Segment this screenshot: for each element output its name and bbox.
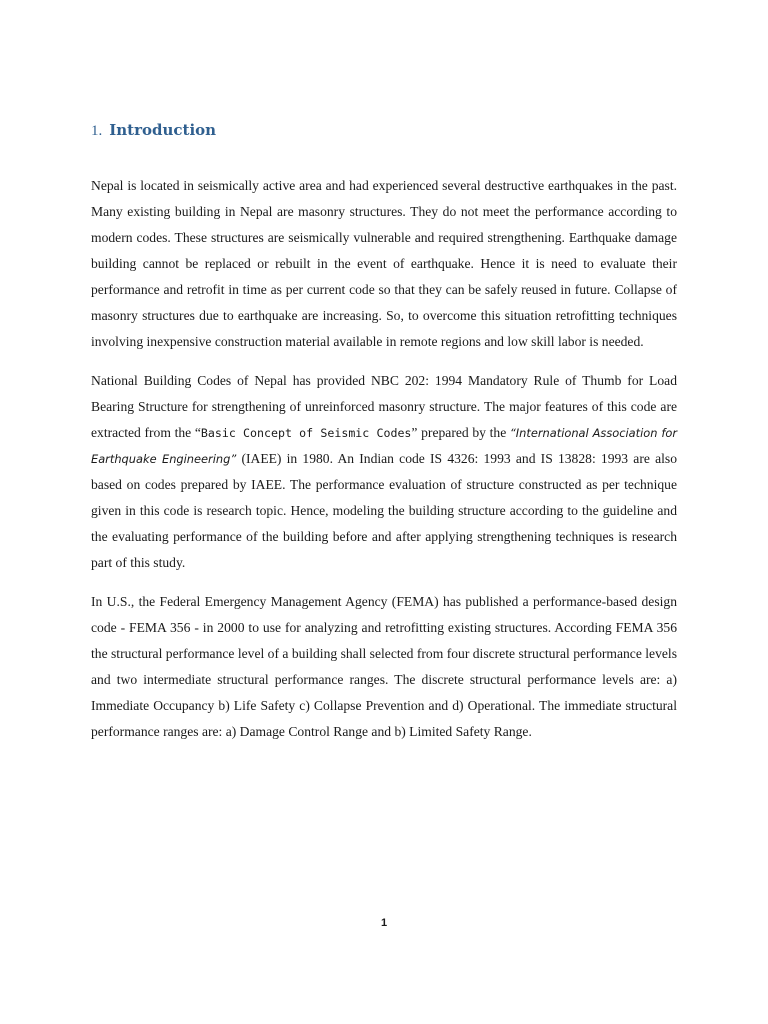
body-text — [91, 173, 677, 758]
paragraph-1: Nepal is located in seismically active area and had experienced several destructive earthquakes in the past. Many existing building in Nepal are masonry structures. They do not meet the performance according to modern codes. These structures are seismically vulnerable and required strengthening. Earthquake damage building cannot be replaced or rebuilt in the event of earthquake. Hence it is need to evaluate their performance and retrofit in time as per current code so that they can be safely reused in future. Collapse of masonry structures due to earthquake are increasing. So, to overcome this situation retrofitting techniques involving inexpensive construction material available in remote regions and low skill labor is needed. — [91, 178, 677, 349]
section-title: Introduction — [109, 121, 217, 139]
paragraph-2-part-2: ” prepared by the — [411, 425, 510, 440]
paragraph-2 — [91, 368, 677, 576]
section-number: 1. — [91, 123, 103, 139]
page-number: 1 — [380, 917, 388, 929]
section-heading — [91, 119, 216, 142]
paragraph-3: In U.S., the Federal Emergency Management Agency (FEMA) has published a performance-based design code - FEMA 356 - in 2000 to use for analyzing and retrofitting existing structures. According FEMA 356 the structural performance level of a building shall selected from four discrete structural performance levels and two intermediate structural performance ranges. The discrete structural performance levels are: a) Immediate Occupancy b) Life Safety c) Collapse Prevention and d) Operational. The immediate structural performance ranges are: a) Damage Control Range and b) Limited Safety Range. — [91, 594, 677, 739]
paragraph-2-part-3: (IAEE) in 1980. An Indian code IS 4326: 1993 and IS 13828: 1993 are also based on codes prepared by IAEE. The performance evaluation of structure constructed as per technique given in this code is research topic. Hence, modeling the building structure according to the guideline and the evaluating performance of the building before and after applying strengthening techniques is research part of this study. — [91, 451, 677, 570]
paragraph-2-part-1: National Building Codes of Nepal has provided NBC 202: 1994 Mandatory Rule of Thumb for Load Bearing Structure for strengthening of unreinforced masonry structure. The major features of this code are extracted from the “ — [91, 373, 677, 440]
cited-title-basic-concept: Basic Concept of Seismic Codes — [200, 426, 412, 440]
cited-organization-iaee: “International Association for Earthquake Engineering” — [91, 426, 678, 466]
